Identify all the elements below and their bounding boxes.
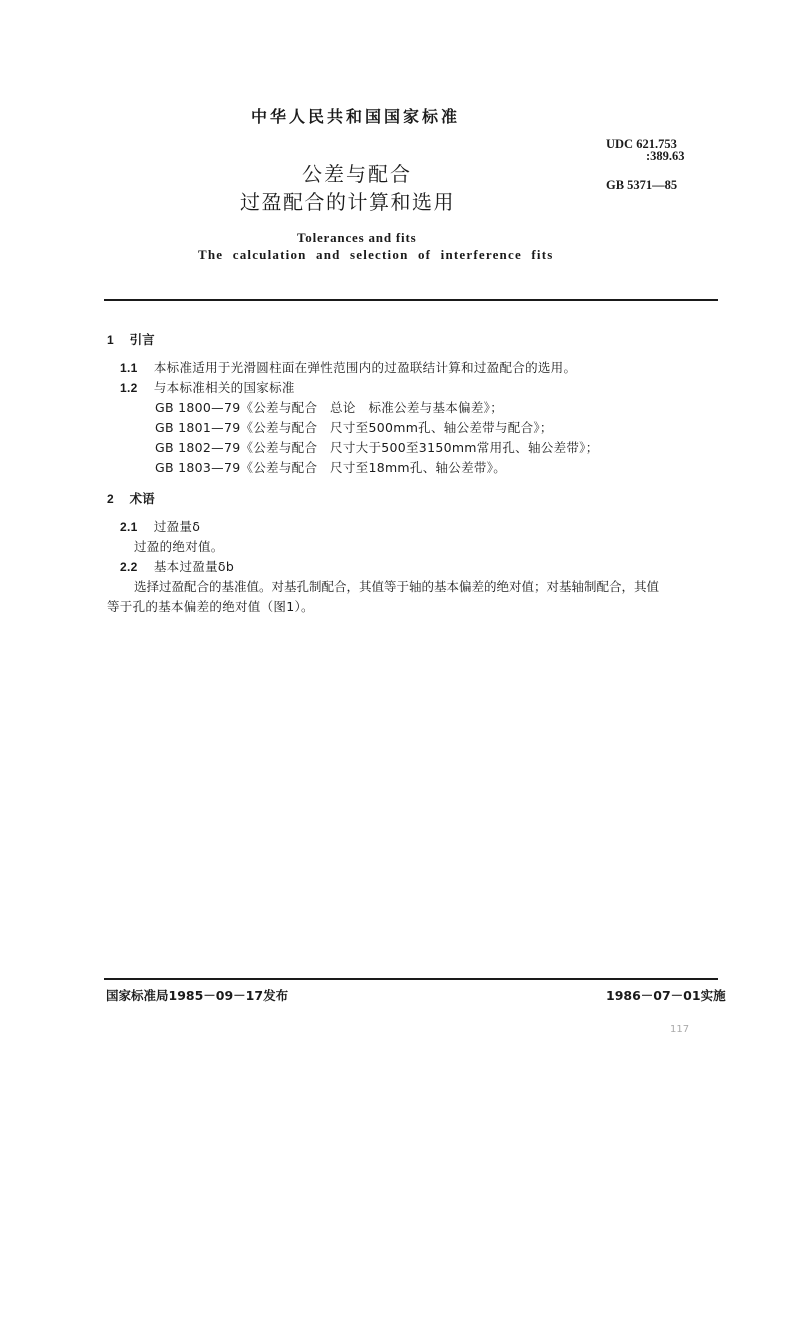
section-title: 术语 bbox=[129, 491, 155, 506]
udc-code-line2: :389.63 bbox=[646, 149, 685, 163]
section-number: 2 bbox=[107, 492, 114, 506]
reference-gb1801: GB 1801—79《公差与配合 尺寸至500mm孔、轴公差带与配合》； bbox=[155, 420, 553, 435]
section-title: 引言 bbox=[129, 332, 155, 347]
section-number: 1 bbox=[107, 333, 114, 347]
udc-code-line1: UDC 621.753 bbox=[606, 137, 677, 151]
clause-2-2-desc-line1: 选择过盈配合的基准值。对基孔制配合，其值等于轴的基本偏差的绝对值；对基轴制配合，其值 bbox=[134, 579, 660, 594]
header-divider bbox=[104, 299, 718, 301]
clause-number: 2.2 bbox=[120, 560, 138, 574]
reference-gb1803: GB 1803—79《公差与配合 尺寸至18mm孔、轴公差带》。 bbox=[155, 460, 507, 475]
clause-number: 2.1 bbox=[120, 520, 138, 534]
clause-text: 本标准适用于光滑圆柱面在弹性范围内的过盈联结计算和过盈配合的选用。 bbox=[153, 360, 577, 375]
clause-2-1-desc: 过盈的绝对值。 bbox=[134, 539, 224, 554]
section-1-heading bbox=[107, 330, 155, 348]
english-title-line1: Tolerances and fits bbox=[297, 230, 417, 245]
footer-divider bbox=[104, 978, 718, 980]
reference-gb1802: GB 1802—79《公差与配合 尺寸大于500至3150mm常用孔、轴公差带》； bbox=[155, 440, 599, 455]
clause-number: 1.1 bbox=[120, 361, 138, 375]
reference-gb1800: GB 1800—79《公差与配合 总论 标准公差与基本偏差》； bbox=[155, 400, 504, 415]
issued-date: 国家标准局1985－09－17发布 bbox=[106, 988, 289, 1003]
title-line2: 过盈配合的计算和选用 bbox=[240, 190, 455, 214]
clause-term: 过盈量δ bbox=[153, 519, 201, 534]
title-line1: 公差与配合 bbox=[302, 162, 412, 186]
national-standard-heading: 中华人民共和国国家标准 bbox=[251, 107, 461, 126]
clause-term: 基本过盈量δb bbox=[153, 559, 235, 574]
clause-1-1 bbox=[120, 358, 576, 376]
clause-text: 与本标准相关的国家标准 bbox=[153, 380, 295, 395]
clause-number: 1.2 bbox=[120, 381, 138, 395]
clause-2-1 bbox=[120, 517, 200, 535]
section-2-heading bbox=[107, 489, 155, 507]
english-title-line2: The calculation and selection of interference fits bbox=[198, 247, 554, 262]
clause-2-2-desc-line2: 等于孔的基本偏差的绝对值（图1）。 bbox=[107, 599, 314, 614]
effective-date: 1986－07－01实施 bbox=[606, 988, 726, 1003]
clause-1-2 bbox=[120, 378, 295, 396]
page-number: 117 bbox=[670, 1024, 690, 1035]
clause-2-2 bbox=[120, 557, 234, 575]
gb-code: GB 5371—85 bbox=[606, 178, 678, 192]
